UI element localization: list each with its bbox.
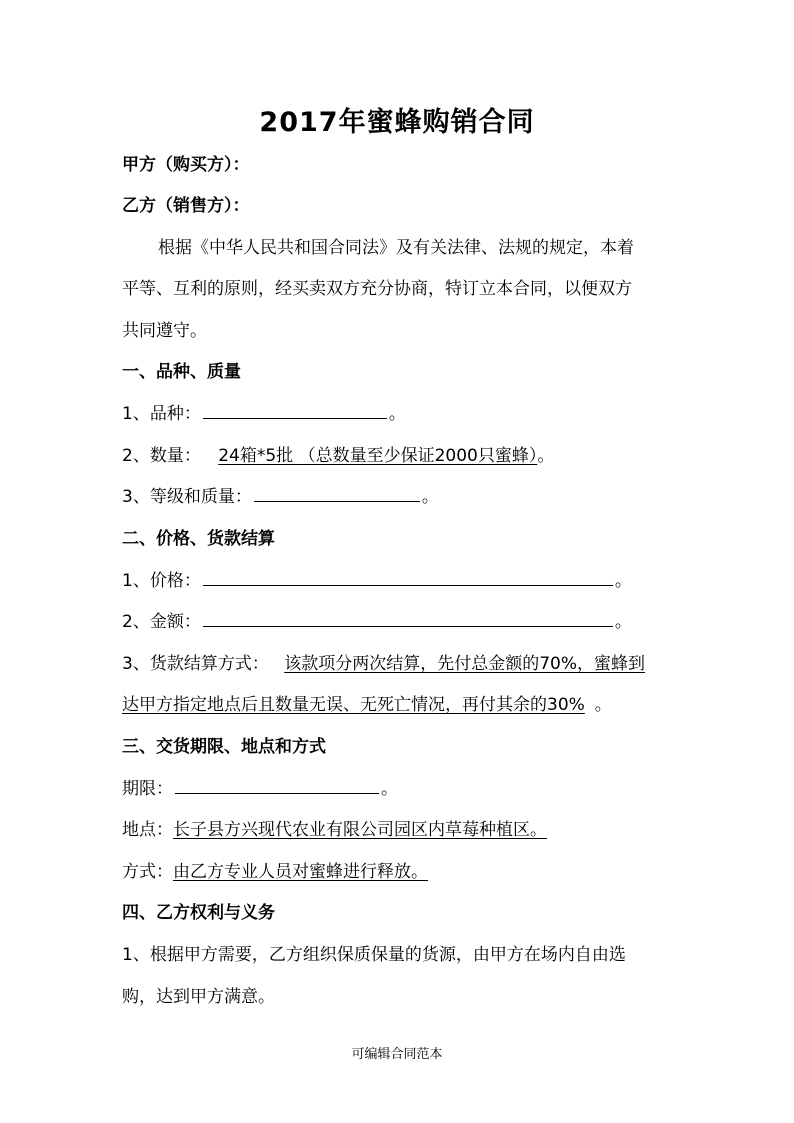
deadline-end: 。 — [381, 779, 398, 799]
grade-end: 。 — [421, 487, 439, 507]
party-a-label: 甲方（购买方）： — [122, 155, 250, 175]
amount-label: 2、金额： — [122, 612, 201, 632]
quantity-label: 2、数量： — [122, 446, 201, 466]
settlement-value-line-2: 达甲方指定地点后且数量无误、无死亡情况，再付其余的30% — [122, 695, 585, 715]
method-line — [122, 857, 442, 882]
section-3-heading: 三、交货期限、地点和方式 — [122, 737, 326, 757]
quantity-line — [122, 441, 554, 466]
deadline-blank — [175, 775, 379, 794]
obligation-1-line-2: 购，达到甲方满意。 — [122, 987, 275, 1007]
intro-paragraph-line-1: 根据《中华人民共和国合同法》及有关法律、法规的规定，本着 — [158, 238, 634, 258]
method-value: 由乙方专业人员对蜜蜂进行释放。 — [173, 862, 428, 882]
variety-line — [122, 399, 406, 424]
section-2-heading: 二、价格、货款结算 — [122, 529, 275, 549]
amount-blank — [203, 608, 613, 627]
grade-blank — [254, 483, 420, 502]
place-label: 地点： — [122, 820, 173, 840]
party-b-label: 乙方（销售方）： — [122, 196, 250, 216]
settlement-end: 。 — [594, 695, 612, 715]
price-end: 。 — [614, 571, 632, 591]
price-blank — [203, 567, 613, 586]
amount-end: 。 — [614, 612, 632, 632]
quantity-value: 24箱*5批 （总数量至少保证2000只蜜蜂） — [218, 446, 538, 466]
variety-end: 。 — [388, 404, 406, 424]
variety-label: 1、品种： — [122, 404, 201, 424]
place-value: 长子县方兴现代农业有限公司园区内草莓种植区。 — [173, 820, 547, 840]
deadline-label: 期限： — [122, 779, 173, 799]
intro-paragraph-line-3: 共同遵守。 — [122, 321, 207, 341]
intro-paragraph-line-2: 平等、互利的原则，经买卖双方充分协商，特订立本合同，以便双方 — [122, 279, 632, 299]
grade-line — [122, 482, 439, 507]
settlement-label: 3、货款结算方式： — [122, 654, 269, 674]
settlement-line-1 — [122, 649, 645, 674]
deadline-line — [122, 774, 398, 799]
grade-label: 3、等级和质量： — [122, 487, 252, 507]
section-1-heading: 一、品种、质量 — [122, 362, 241, 382]
document-title: 2017年蜜蜂购销合同 — [259, 107, 535, 138]
amount-line — [122, 607, 632, 632]
section-4-heading: 四、乙方权利与义务 — [122, 903, 275, 923]
variety-blank — [203, 400, 387, 419]
price-label: 1、价格： — [122, 571, 201, 591]
method-label: 方式： — [122, 862, 173, 882]
page-footer: 可编辑合同范本 — [351, 1047, 443, 1062]
place-line — [122, 815, 547, 840]
settlement-line-2 — [122, 690, 612, 715]
obligation-1-line-1: 1、根据甲方需要，乙方组织保质保量的货源，由甲方在场内自由选 — [122, 945, 626, 965]
quantity-end: 。 — [537, 446, 555, 466]
price-line — [122, 566, 632, 591]
settlement-value-line-1: 该款项分两次结算，先付总金额的70%，蜜蜂到 — [284, 654, 646, 674]
